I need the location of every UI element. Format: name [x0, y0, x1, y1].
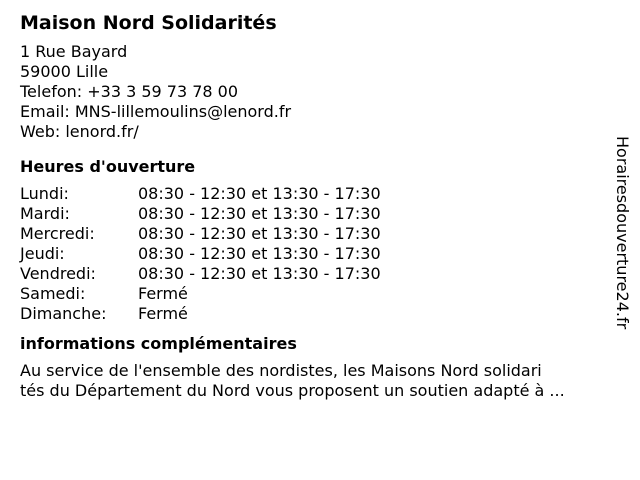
phone-line: Telefon: +33 3 59 73 78 00	[20, 82, 239, 101]
address-city: 59000 Lille	[20, 62, 109, 81]
hours-day-label: Jeudi:	[20, 244, 65, 263]
hours-day-label: Dimanche:	[20, 304, 107, 323]
hours-day-label: Samedi:	[20, 284, 86, 303]
hours-row-saturday	[20, 284, 610, 304]
email-line: Email: MNS-lillemoulins@lenord.fr	[20, 102, 292, 121]
hours-time-value: 08:30 - 12:30 et 13:30 - 17:30	[138, 244, 381, 263]
info-description-line: tés du Département du Nord vous proposent un soutien adapté à ...	[20, 381, 565, 400]
hours-time-value: Fermé	[138, 284, 188, 303]
hours-heading: Heures d'ouverture	[20, 157, 196, 176]
info-description-line: Au service de l'ensemble des nordistes, les Maisons Nord solidari	[20, 361, 542, 380]
hours-row-wednesday	[20, 224, 610, 244]
hours-row-tuesday	[20, 204, 610, 224]
hours-time-value: 08:30 - 12:30 et 13:30 - 17:30	[138, 264, 381, 283]
hours-day-label: Mercredi:	[20, 224, 95, 243]
hours-day-label: Lundi:	[20, 184, 69, 203]
place-card	[20, 10, 610, 401]
place-title: Maison Nord Solidarités	[20, 12, 277, 34]
info-heading: informations complémentaires	[20, 334, 297, 353]
site-watermark: Horairesdouverture24.fr	[613, 136, 632, 330]
web-line: Web: lenord.fr/	[20, 122, 139, 141]
hours-day-label: Vendredi:	[20, 264, 96, 283]
hours-time-value: 08:30 - 12:30 et 13:30 - 17:30	[138, 224, 381, 243]
address-block	[20, 42, 610, 142]
hours-time-value: 08:30 - 12:30 et 13:30 - 17:30	[138, 204, 381, 223]
hours-row-thursday	[20, 244, 610, 264]
hours-time-value: 08:30 - 12:30 et 13:30 - 17:30	[138, 184, 381, 203]
hours-row-monday	[20, 184, 610, 204]
hours-day-label: Mardi:	[20, 204, 70, 223]
hours-row-friday	[20, 264, 610, 284]
hours-row-sunday	[20, 304, 610, 324]
hours-table	[20, 184, 610, 324]
hours-time-value: Fermé	[138, 304, 188, 323]
address-street: 1 Rue Bayard	[20, 42, 128, 61]
info-description	[20, 361, 610, 401]
